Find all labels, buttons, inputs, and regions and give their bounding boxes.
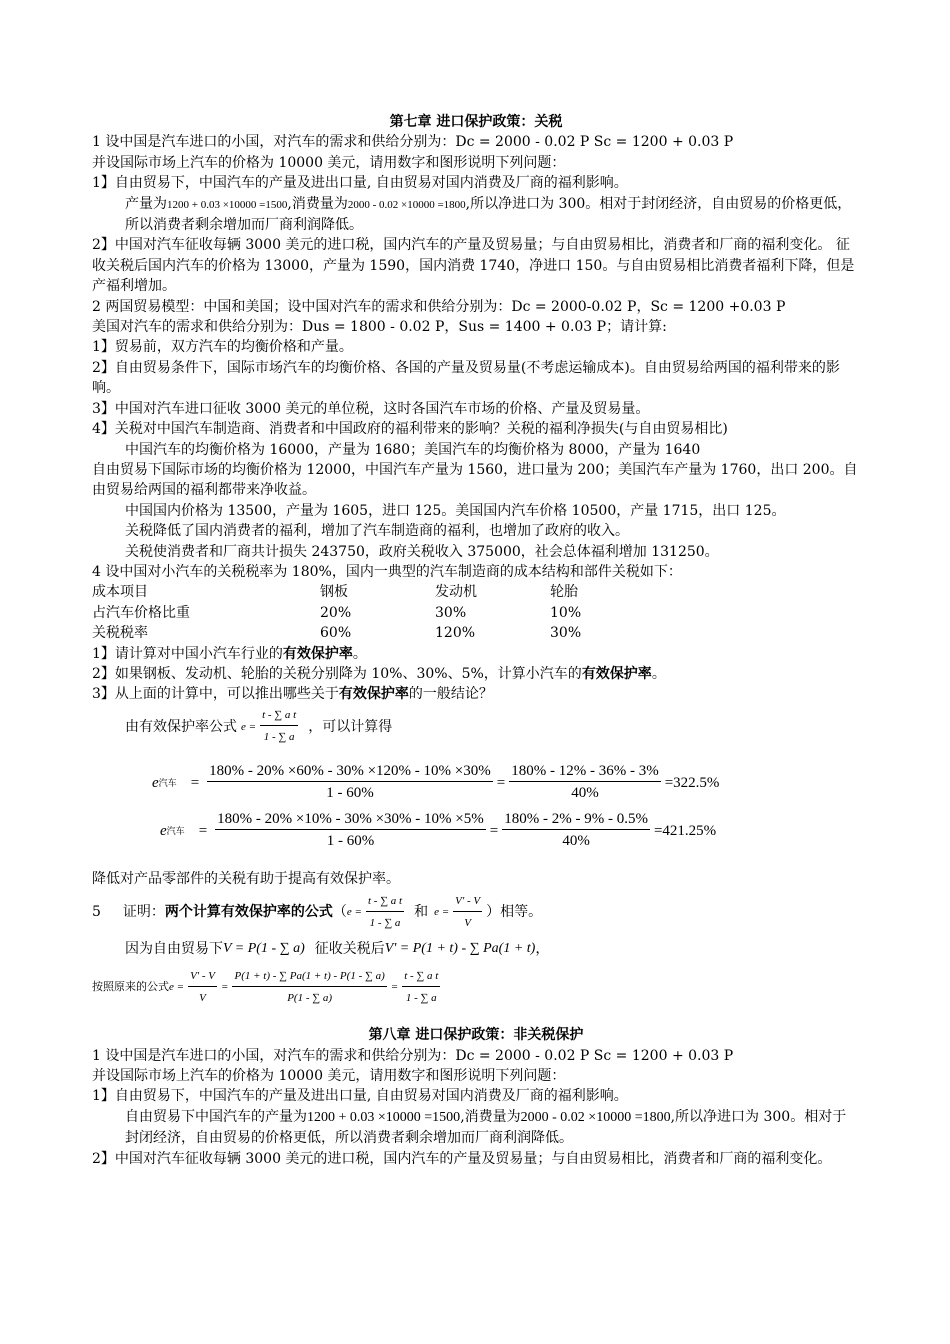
ch7-q1-part1-answer: 产量为1200 + 0.03 ×10000 =1500,消费量为2000 - 0.02 ×10000 =1800,所以净进口为 300。相对于封闭经济，自由贸易的价格更低，所以消费者剩余增加而厂商利润降低。	[125, 195, 852, 234]
ch8-q1-line2: 并设国际市场上汽车的价格为 10000 美元，请用数字和图形说明下列问题：	[92, 1068, 566, 1084]
ch7-q2-answer2: 自由贸易下国际市场的均衡价格为 12000，中国汽车产量为 1560，进口量为 200；美国汽车产量为 1760，出口 200。自由贸易给两国的福利都带来净收益。	[92, 461, 858, 499]
erp-formula-2: $\frac{V' - V}{V}$	[453, 891, 482, 934]
erp-formula-1: $\frac{\text{t - ∑ a t}}{1 - \sum a}$	[366, 891, 404, 934]
ch7-q4-conclusion: 降低对产品零部件的关税有助于提高有效保护率。	[92, 870, 400, 887]
consumption-equation: 2000 - 0.02 ×10000 =1800	[347, 198, 466, 211]
ch8-q1-part1: 1】自由贸易下，中国汽车的产量及进出口量, 自由贸易对国内消费及厂商的福利影响。	[92, 1088, 628, 1105]
ch7-q1-part1: 1】自由贸易下，中国汽车的产量及进出口量, 自由贸易对国内消费及厂商的福利影响。	[92, 175, 628, 192]
chapter-8-title: 第八章 进口保护政策：非关税保护	[368, 1027, 584, 1044]
ch7-q2-part4: 4】关税对中国汽车制造商、消费者和中国政府的福利带来的影响？关税的福利净损失(与自由贸易相比)	[92, 421, 728, 438]
ch7-q1-line1: 1 设中国是汽车进口的小国，对汽车的需求和供给分别为：Dc = 2000 - 0.02 P Sc = 1200 + 0.03 P	[92, 134, 734, 151]
ch8-q1-line1: 1 设中国是汽车进口的小国，对汽车的需求和供给分别为：Dc = 2000 - 0.02 P Sc = 1200 + 0.03 P	[92, 1047, 734, 1064]
document-page	[92, 112, 860, 1169]
ch7-q2-part2: 2】自由贸易条件下，国际市场汽车的均衡价格、各国的产量及贸易量(不考虑运输成本)。自由贸易给两国的福利带来的影响。	[92, 359, 840, 397]
ch7-q1-part2: 2】中国对汽车征收每辆 3000 美元的进口税，国内汽车的产量及贸易量；与自由贸易相比，消费者和厂商的福利变化。 征收关税后国内汽车的价格为 13000，产量为 1590，国内消费 1740，净进口 150。与自由贸易相比消费者福利下降，但是产福利增加。	[92, 237, 855, 295]
table-row: 占汽车价格比重 20% 30% 10%	[92, 604, 582, 621]
ch7-q4-line1: 4 设中国对小汽车的关税税率为 180%，国内一典型的汽车制造商的成本结构和部件关税如下：	[92, 563, 682, 580]
erp-calculation-2: e 汽车 = $\frac{180\% - 20\% \times 10\% - 30\% \times 30\% - 10\% \times 5\%}{1 - 60\%}$ = $\frac{180\% - 2\% - 9\% - 0.5\%}{40\%}$ =421.25%	[160, 811, 717, 850]
production-equation: 1200 + 0.03 ×10000 =1500	[307, 1109, 461, 1125]
ch7-q2-answer3: 中国国内价格为 13500，产量为 1605，进口 125。美国国内汽车价格 10500，产量 1715，出口 125。	[125, 502, 786, 519]
erp-formula: $\frac{\text{t - ∑ a t}}{1 - \sum a}$	[260, 705, 298, 748]
ch7-q4-part2: 2】如果钢板、发动机、轮胎的关税分别降为 10%、30%、5%，计算小汽车的有效保护率。	[92, 665, 666, 682]
ch7-q2-part3: 3】中国对汽车进口征收 3000 美元的单位税，这时各国汽车市场的价格、产量及贸易量。	[92, 400, 650, 417]
consumption-equation: 2000 - 0.02 ×10000 =1800	[520, 1109, 671, 1125]
ch7-q2-answer4: 关税降低了国内消费者的福利，增加了汽车制造商的福利，也增加了政府的收入。	[125, 523, 629, 540]
erp-formula-line: 由有效保护率公式 e = $\frac{\text{t - ∑ a t}}{1 - \sum a}$ ，可以计算得	[92, 705, 860, 749]
ch7-q5-line1: 5 证明： 两个计算有效保护率的公式 （ e = $\frac{\text{t - ∑ a t}}{1 - \sum a}$ 和 e = $\frac{V' - V}{V}$ ）相等。	[92, 889, 860, 935]
table-row: 关税税率 60% 120% 30%	[92, 625, 582, 642]
ch7-q4-part1: 1】请计算对中国小汽车行业的有效保护率。	[92, 645, 367, 662]
ch7-q2-answer1: 中国汽车的均衡价格为 16000，产量为 1680；美国汽车的均衡价格为 8000，产量为 1640	[125, 441, 701, 458]
value-added-tariff: V' = P(1 + t) - ∑ Pa(1 + t)	[384, 940, 536, 956]
ch7-q2-line1: 2 两国贸易模型：中国和美国；设中国对汽车的需求和供给分别为：Dc = 2000-0.02 P，Sc = 1200 +0.03 P	[92, 298, 786, 315]
chapter-7-title: 第七章 进口保护政策：关税	[389, 114, 563, 130]
ch7-q1-line2: 并设国际市场上汽车的价格为 10000 美元，请用数字和图形说明下列问题：	[92, 154, 566, 171]
value-added-free-trade: V = P(1 - ∑ a)	[223, 940, 305, 956]
erp-calculation-1: e 汽车 = $\frac{180\% - 20\% \times 60\% - 30\% \times 120\% - 10\% \times 30\%}{1 - 60\%}$ = $\frac{180\% - 12\% - 36\% - 3\%}{40\%}$ =322.5%	[152, 763, 720, 802]
ch8-q1-part2: 2】中国对汽车征收每辆 3000 美元的进口税，国内汽车的产量及贸易量；与自由贸易相比，消费者和厂商的福利变化。	[92, 1150, 832, 1167]
ch7-q5-line3: 按照原来的公式 e = $\frac{V' - V}{V}$ = $\frac{P(1 + t) - \sum Pa(1 + t) - P(1 - \sum a)}{P(1 - \sum a)}$ = $\frac{\text{t - ∑ a t}}{1 - \sum a}$	[92, 963, 860, 1011]
ch7-q2-line2: 美国对汽车的需求和供给分别为：Dus = 1800 - 0.02 P，Sus = 1400 + 0.03 P；请计算:	[92, 319, 667, 336]
ch7-q2-answer5: 关税使消费者和厂商共计损失 243750，政府关税收入 375000，社会总体福利增加 131250。	[125, 543, 719, 560]
ch8-q1-part1-answer: 自由贸易下中国汽车的产量为1200 + 0.03 ×10000 =1500,消费量为2000 - 0.02 ×10000 =1800,所以净进口为 300。相对于封闭经济，自由贸易的价格更低，所以消费者剩余增加而厂商利润降低。	[125, 1108, 847, 1147]
production-equation: 1200 + 0.03 ×10000 =1500	[167, 198, 288, 211]
ch7-q5-line2: 因为自由贸易下 V = P(1 - ∑ a) 征收关税后 V' = P(1 + t) - ∑ Pa(1 + t) ，	[92, 935, 860, 963]
cost-table-header: 成本项目 钢板 发动机 轮胎	[92, 584, 578, 601]
ch7-q4-part3: 3】从上面的计算中，可以推出哪些关于有效保护率的一般结论？	[92, 686, 493, 703]
ch7-q2-part1: 1】贸易前，双方汽车的均衡价格和产量。	[92, 339, 353, 356]
